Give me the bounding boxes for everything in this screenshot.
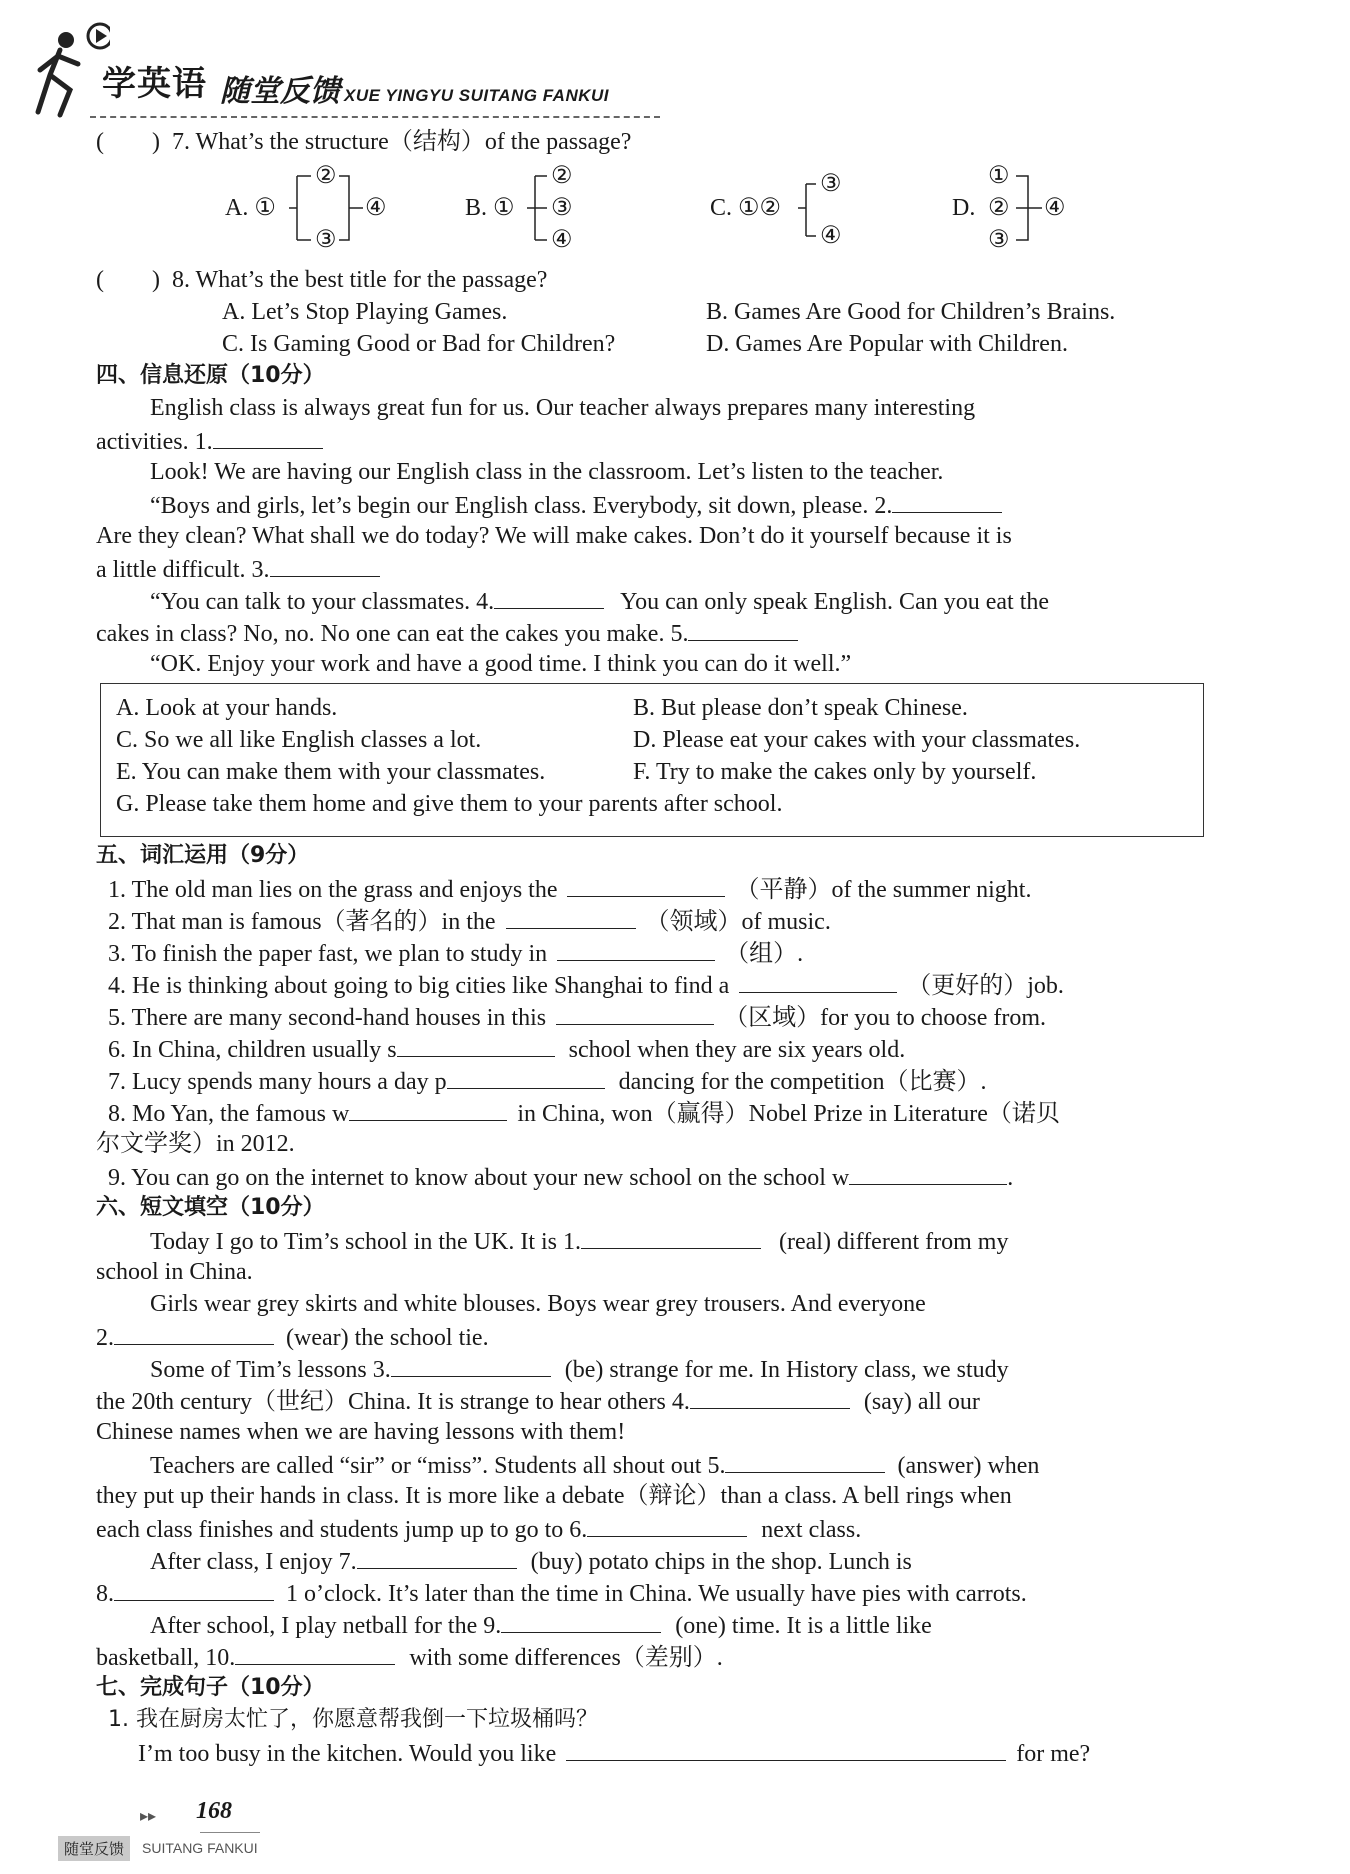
page-arrow-icon: ▸▸ [140, 1808, 157, 1825]
box-option-a: A. Look at your hands. [116, 695, 338, 721]
passage-line: 2. (wear) the school tie. [96, 1320, 489, 1354]
paragraph-line: “You can talk to your classmates. 4. You can only speak English. Can you eat the [150, 584, 1049, 618]
q8-option-c: C. Is Gaming Good or Bad for Children? [222, 331, 616, 357]
cloze-blank-2[interactable] [114, 1320, 274, 1345]
vocab-blank[interactable] [849, 1160, 1007, 1185]
vocab-blank[interactable] [557, 936, 715, 961]
passage-line: Today I go to Tim’s school in the UK. It is 1. (real) different from my [150, 1224, 1008, 1258]
cloze-blank-7[interactable] [357, 1544, 517, 1569]
cloze-blank-6[interactable] [587, 1512, 747, 1537]
paragraph-line: “Boys and girls, let’s begin our English class. Everybody, sit down, please. 2. [150, 488, 1002, 522]
page-header [30, 20, 1320, 120]
paragraph-line: cakes in class? No, no. No one can eat the cakes you make. 5. [96, 616, 798, 650]
q7-line [96, 126, 631, 158]
brand-subtitle: 随堂反馈 [220, 74, 340, 109]
paragraph-line: activities. 1. [96, 424, 323, 458]
vocab-blank[interactable] [567, 872, 725, 897]
sentence-blank[interactable] [566, 1736, 1006, 1761]
section-7-title: 七、完成句子（10分） [96, 1675, 325, 1700]
sentence-english: I’m too busy in the kitchen. Would you like for me? [138, 1736, 1090, 1770]
header-divider [90, 116, 660, 118]
box-option-e: E. You can make them with your classmates. [116, 759, 546, 785]
vocab-item: 3. To finish the paper fast, we plan to study in （组）. [108, 936, 803, 970]
passage-line: Girls wear grey skirts and white blouses. Boys wear grey trousers. And everyone [150, 1291, 926, 1317]
bracket-lines [710, 160, 880, 270]
section-6-title: 六、短文填空（10分） [96, 1195, 325, 1220]
question-text: 8. What’s the best title for the passage? [171, 267, 548, 293]
vocab-blank[interactable] [447, 1064, 605, 1089]
passage-line: After class, I enjoy 7. (buy) potato chips in the shop. Lunch is [150, 1544, 912, 1578]
paragraph-line: a little difficult. 3. [96, 552, 380, 586]
passage-line: After school, I play netball for the 9. (one) time. It is a little like [150, 1608, 932, 1642]
structure-option-a: A. ① ② ③ ④ [225, 160, 405, 270]
passage-line: Teachers are called “sir” or “miss”. Students all shout out 5. (answer) when [150, 1448, 1039, 1482]
footer-badge: 随堂反馈 [58, 1836, 130, 1861]
vocab-item-cont: 尔文学奖）in 2012. [96, 1131, 295, 1157]
passage-line: they put up their hands in class. It is more like a debate（辩论）than a class. A bell rings when [96, 1483, 1012, 1509]
cloze-blank-5[interactable] [725, 1448, 885, 1473]
answer-paren[interactable]: ( ) [96, 267, 160, 293]
cloze-blank-9[interactable] [501, 1608, 661, 1633]
cloze-blank-1[interactable] [581, 1224, 761, 1249]
footer-pinyin: SUITANG FANKUI [142, 1840, 258, 1856]
vocab-item: 2. That man is famous（著名的）in the （领域）of music. [108, 904, 831, 938]
vocab-item: 4. He is thinking about going to big cities like Shanghai to find a （更好的）job. [108, 968, 1064, 1002]
passage-line: each class finishes and students jump up to go to 6. next class. [96, 1512, 861, 1546]
vocab-blank[interactable] [349, 1096, 507, 1121]
q8-line [96, 264, 547, 296]
vocab-item: 9. You can go on the internet to know about your new school on the school w . [108, 1160, 1013, 1194]
blank-3[interactable] [270, 552, 380, 577]
box-option-c: C. So we all like English classes a lot. [116, 727, 482, 753]
q8-option-a: A. Let’s Stop Playing Games. [222, 299, 508, 325]
passage-line: the 20th century（世纪）China. It is strange to hear others 4. (say) all our [96, 1384, 980, 1418]
vocab-item: 8. Mo Yan, the famous w in China, won（赢得）Nobel Prize in Literature（诺贝 [108, 1096, 1060, 1130]
paragraph-line: English class is always great fun for us. Our teacher always prepares many interesting [150, 395, 976, 421]
bracket-lines [225, 160, 405, 270]
q8-option-b: B. Games Are Good for Children’s Brains. [706, 299, 1116, 325]
vocab-blank[interactable] [739, 968, 897, 993]
structure-option-d: D. ① ② ③ ④ [952, 160, 1092, 270]
vocab-blank[interactable] [506, 904, 636, 929]
paragraph-line: Look! We are having our English class in the classroom. Let’s listen to the teacher. [150, 459, 944, 485]
section-4-title: 四、信息还原（10分） [96, 363, 325, 388]
sentence-chinese: 1. 我在厨房太忙了，你愿意帮我倒一下垃圾桶吗？ [108, 1707, 598, 1732]
vocab-item: 7. Lucy spends many hours a day p dancing for the competition（比赛）. [108, 1064, 987, 1098]
cloze-blank-3[interactable] [391, 1352, 551, 1377]
structure-option-c: C. ①② ③ ④ [710, 160, 880, 270]
vocab-blank[interactable] [397, 1032, 555, 1057]
paragraph-line: Are they clean? What shall we do today? We will make cakes. Don’t do it yourself because it is [96, 523, 1012, 549]
footer-divider [200, 1832, 260, 1833]
bracket-lines [952, 160, 1092, 270]
passage-line: basketball, 10. with some differences（差别）. [96, 1640, 723, 1674]
cloze-blank-4[interactable] [690, 1384, 850, 1409]
blank-1[interactable] [213, 424, 323, 449]
runner-logo-icon [30, 20, 110, 120]
vocab-item: 1. The old man lies on the grass and enjoys the （平静）of the summer night. [108, 872, 1031, 906]
q8-option-d: D. Games Are Popular with Children. [706, 331, 1068, 357]
passage-line: Chinese names when we are having lessons with them! [96, 1419, 626, 1445]
box-option-b: B. But please don’t speak Chinese. [633, 695, 968, 721]
paragraph-line: “OK. Enjoy your work and have a good time. I think you can do it well.” [150, 651, 852, 677]
box-option-f: F. Try to make the cakes only by yourself. [633, 759, 1037, 785]
passage-line: Some of Tim’s lessons 3. (be) strange for me. In History class, we study [150, 1352, 1009, 1386]
section-5-title: 五、词汇运用（9分） [96, 843, 310, 868]
vocab-item: 6. In China, children usually s school when they are six years old. [108, 1032, 905, 1066]
page-number: 168 [196, 1798, 232, 1824]
box-option-g: G. Please take them home and give them to your parents after school. [116, 791, 783, 817]
answer-paren[interactable]: ( ) [96, 129, 160, 155]
box-option-d: D. Please eat your cakes with your classmates. [633, 727, 1081, 753]
brand-title: 学英语 [102, 64, 207, 104]
blank-5[interactable] [688, 616, 798, 641]
vocab-blank[interactable] [556, 1000, 714, 1025]
vocab-item: 5. There are many second-hand houses in this （区域）for you to choose from. [108, 1000, 1046, 1034]
passage-line: school in China. [96, 1259, 253, 1285]
structure-option-b: B. ① ② ③ ④ [465, 160, 615, 270]
brand-pinyin: XUE YINGYU SUITANG FANKUI [344, 86, 610, 105]
question-text: 7. What’s the structure（结构）of the passage? [171, 129, 632, 155]
blank-2[interactable] [892, 488, 1002, 513]
cloze-blank-10[interactable] [235, 1640, 395, 1665]
cloze-blank-8[interactable] [114, 1576, 274, 1601]
bracket-lines [465, 160, 615, 270]
passage-line: 8. 1 o’clock. It’s later than the time in China. We usually have pies with carrots. [96, 1576, 1027, 1610]
blank-4[interactable] [494, 584, 604, 609]
